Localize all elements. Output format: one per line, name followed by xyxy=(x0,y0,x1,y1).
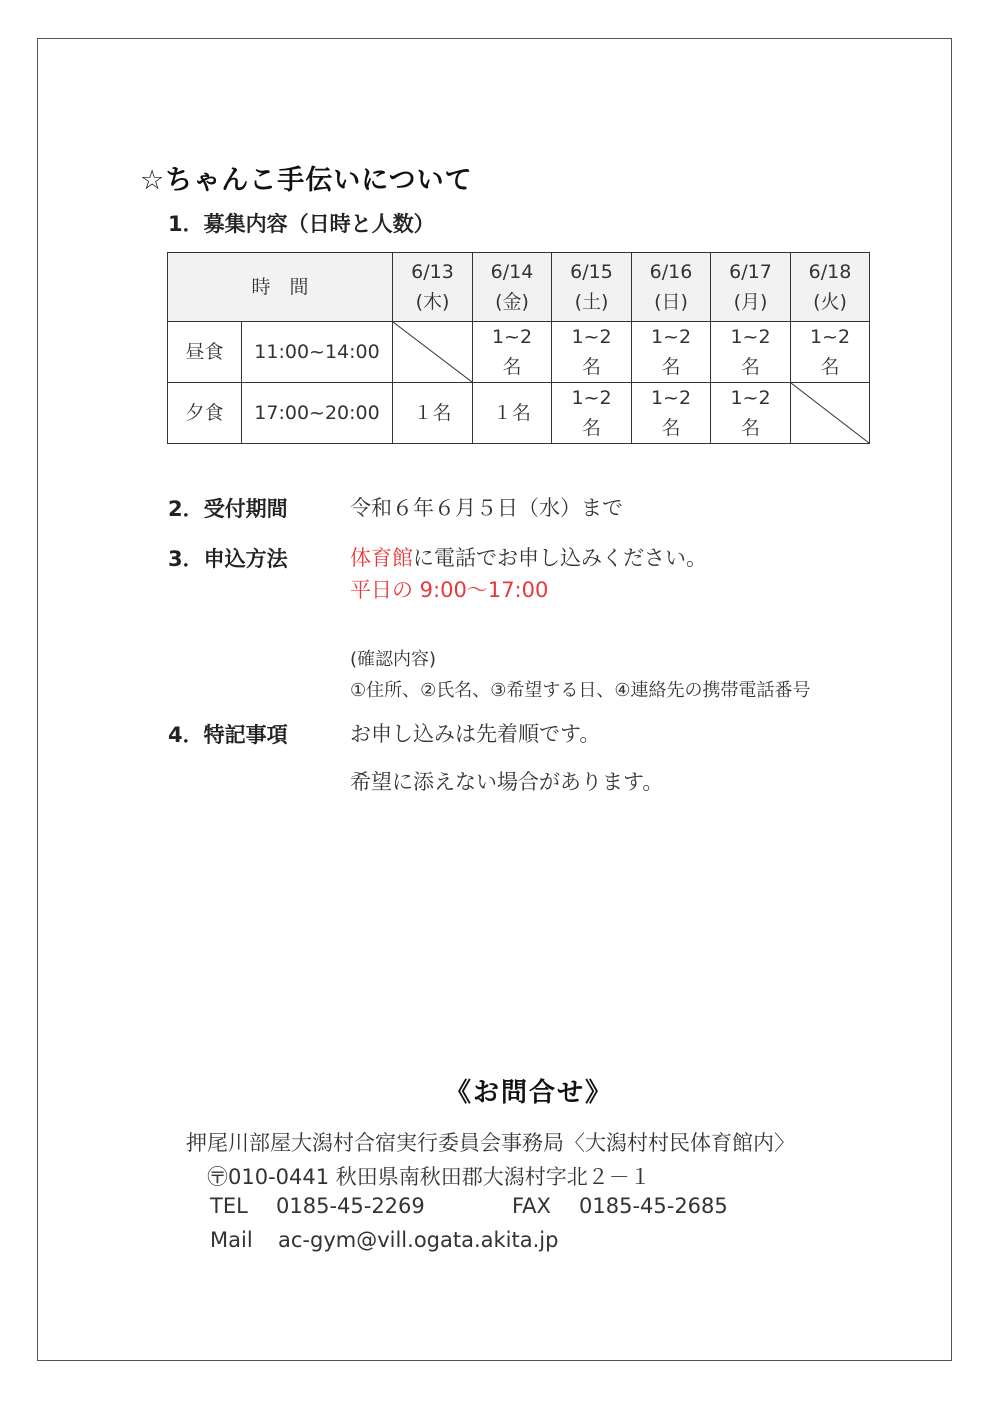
count-cell: １名 xyxy=(393,383,473,444)
count-cell: 1~2 名 xyxy=(632,383,711,444)
dinner-row xyxy=(168,383,870,444)
day-header: 6/18 (火) xyxy=(791,253,870,322)
notice-line-1: お申し込みは先着順です。 xyxy=(350,722,601,746)
day-header: 6/15 (土) xyxy=(552,253,632,322)
time-cell: 11:00~14:00 xyxy=(242,322,393,383)
deadline-text: 令和６年６月５日（水）まで xyxy=(350,496,623,520)
method-text: に電話でお申し込みください。 xyxy=(413,546,707,570)
confirm-label: (確認内容) xyxy=(350,649,437,670)
section2-heading: 2．受付期間 xyxy=(168,497,288,521)
count-cell: 1~2 名 xyxy=(632,322,711,383)
phone-hours: 平日の 9:00～17:00 xyxy=(350,578,549,602)
section1-heading: 1．募集内容（日時と人数） xyxy=(168,212,435,236)
day-header: 6/16 (日) xyxy=(632,253,711,322)
day-header: 6/14 (金) xyxy=(473,253,552,322)
lunch-row xyxy=(168,322,870,383)
count-cell: 1~2 名 xyxy=(473,322,552,383)
not-applicable-cell xyxy=(791,383,870,444)
fax-number: 0185-45-2685 xyxy=(579,1194,728,1218)
count-cell: 1~2 名 xyxy=(552,322,632,383)
contact-title: 《お問合せ》 xyxy=(445,1078,614,1108)
page-title: ☆ちゃんこ手伝いについて xyxy=(140,165,473,196)
diagonal-slash xyxy=(791,383,869,443)
section4-heading: 4．特記事項 xyxy=(168,723,288,747)
section3-heading: 3．申込方法 xyxy=(168,547,288,571)
tel-number: 0185-45-2269 xyxy=(276,1194,425,1218)
time-header: 時 間 xyxy=(168,253,393,322)
contact-office: 押尾川部屋大潟村合宿実行委員会事務局〈大潟村村民体育館内〉 xyxy=(186,1131,795,1155)
count-cell: 1~2 名 xyxy=(552,383,632,444)
application-method xyxy=(350,542,707,572)
meal-label: 夕食 xyxy=(168,383,242,444)
venue-name: 体育館 xyxy=(350,546,413,570)
mail-label: Mail xyxy=(210,1228,253,1252)
day-header: 6/17 (月) xyxy=(711,253,791,322)
tel-label: TEL xyxy=(210,1194,248,1218)
count-cell: 1~2 名 xyxy=(711,322,791,383)
count-cell: 1~2 名 xyxy=(791,322,870,383)
time-cell: 17:00~20:00 xyxy=(242,383,393,444)
count-cell: １名 xyxy=(473,383,552,444)
not-applicable-cell xyxy=(393,322,473,383)
count-cell: 1~2 名 xyxy=(711,383,791,444)
schedule-header-row xyxy=(168,253,870,322)
meal-label: 昼食 xyxy=(168,322,242,383)
day-header: 6/13 (木) xyxy=(393,253,473,322)
fax-label: FAX xyxy=(512,1194,551,1218)
diagonal-slash xyxy=(393,322,472,382)
notice-line-2: 希望に添えない場合があります。 xyxy=(350,770,664,794)
mail-address[interactable]: ac-gym@vill.ogata.akita.jp xyxy=(278,1228,559,1252)
contact-address: 〶010-0441 秋田県南秋田郡大潟村字北２－１ xyxy=(207,1165,651,1189)
confirm-items: ①住所、②氏名、③希望する日、④連絡先の携帯電話番号 xyxy=(350,680,811,701)
schedule-table xyxy=(167,252,870,444)
